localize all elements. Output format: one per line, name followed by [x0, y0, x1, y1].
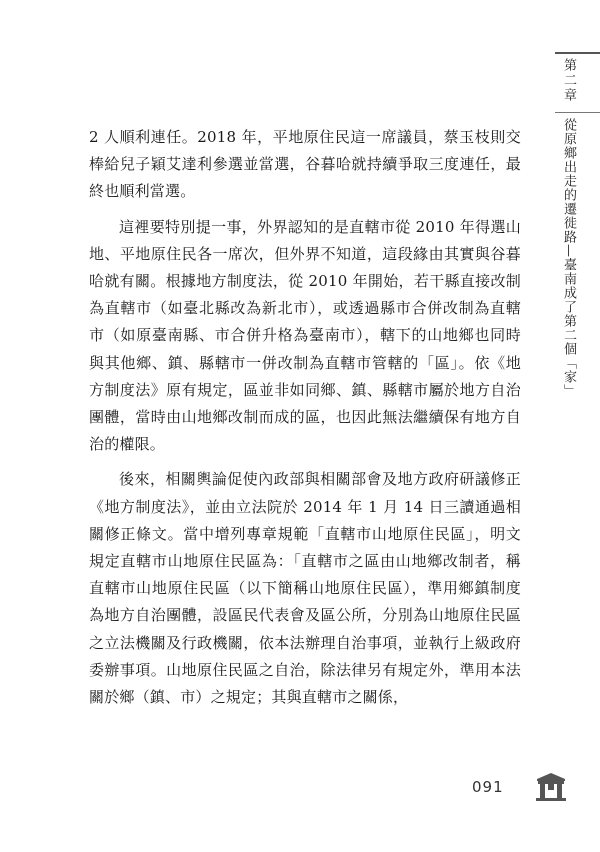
paragraph-2: 這裡要特別提一事，外界認知的是直轄市從 2010 年得選山地、平地原住民各一席次，但外界不知道，這段緣由其實與谷暮哈就有關。根據地方制度法，從 2010 年開始，若干縣直接改制為直轄市（如臺北縣改為新北市），或透過縣市合併改制為直轄市（如原臺南縣、市合併升格為臺南市），轄下的山地鄉也同時與其他鄉、鎮、縣轄市一併改制為直轄市管轄的「區」。依《地方制度法》原有規定，區並非如同鄉、鎮、縣轄市屬於地方自治團體，當時由山地鄉改制而成的區，也因此無法繼續保有地方自治的權限。: [89, 217, 521, 454]
running-head-title: 從原鄉出走的遷徙路—臺南成了第二個「家」: [561, 118, 576, 398]
paragraph-1: 2 人順利連任。2018 年，平地原住民這一席議員，蔡玉枝則交棒給兒子穎艾達利參選並當選，谷暮哈就持續爭取三度連任，最終也順利當選。: [89, 128, 521, 201]
paragraph-3: 後來，相關輿論促使內政部與相關部會及地方政府研議修正《地方制度法》，並由立法院於 2014 年 1 月 14 日三讀通過相關修正條文。當中增列專章規範「直轄市山地原住民區」，明文規定直轄市山地原住民區為：「直轄市之區由山地鄉改制者，稱直轄市山地原住民區（以下簡稱山地原住民區），準用鄉鎮制度為地方自治團體，設區民代表會及區公所，分別為山地原住民區之立法機關及行政機關，依本法辦理自治事項，並執行上級政府委辦事項。山地原住民區之自治，除法律另有規定外，準用本法關於鄉（鎮、市）之規定；其與直轄市之關係，: [89, 470, 521, 707]
chapter-label: 第二章: [561, 58, 576, 103]
running-head-rule-top: [555, 52, 600, 54]
body-text: [89, 124, 521, 711]
building-gate-icon: [534, 771, 568, 801]
page-number: 091: [472, 778, 504, 796]
running-head-rule-mid: [555, 112, 600, 113]
